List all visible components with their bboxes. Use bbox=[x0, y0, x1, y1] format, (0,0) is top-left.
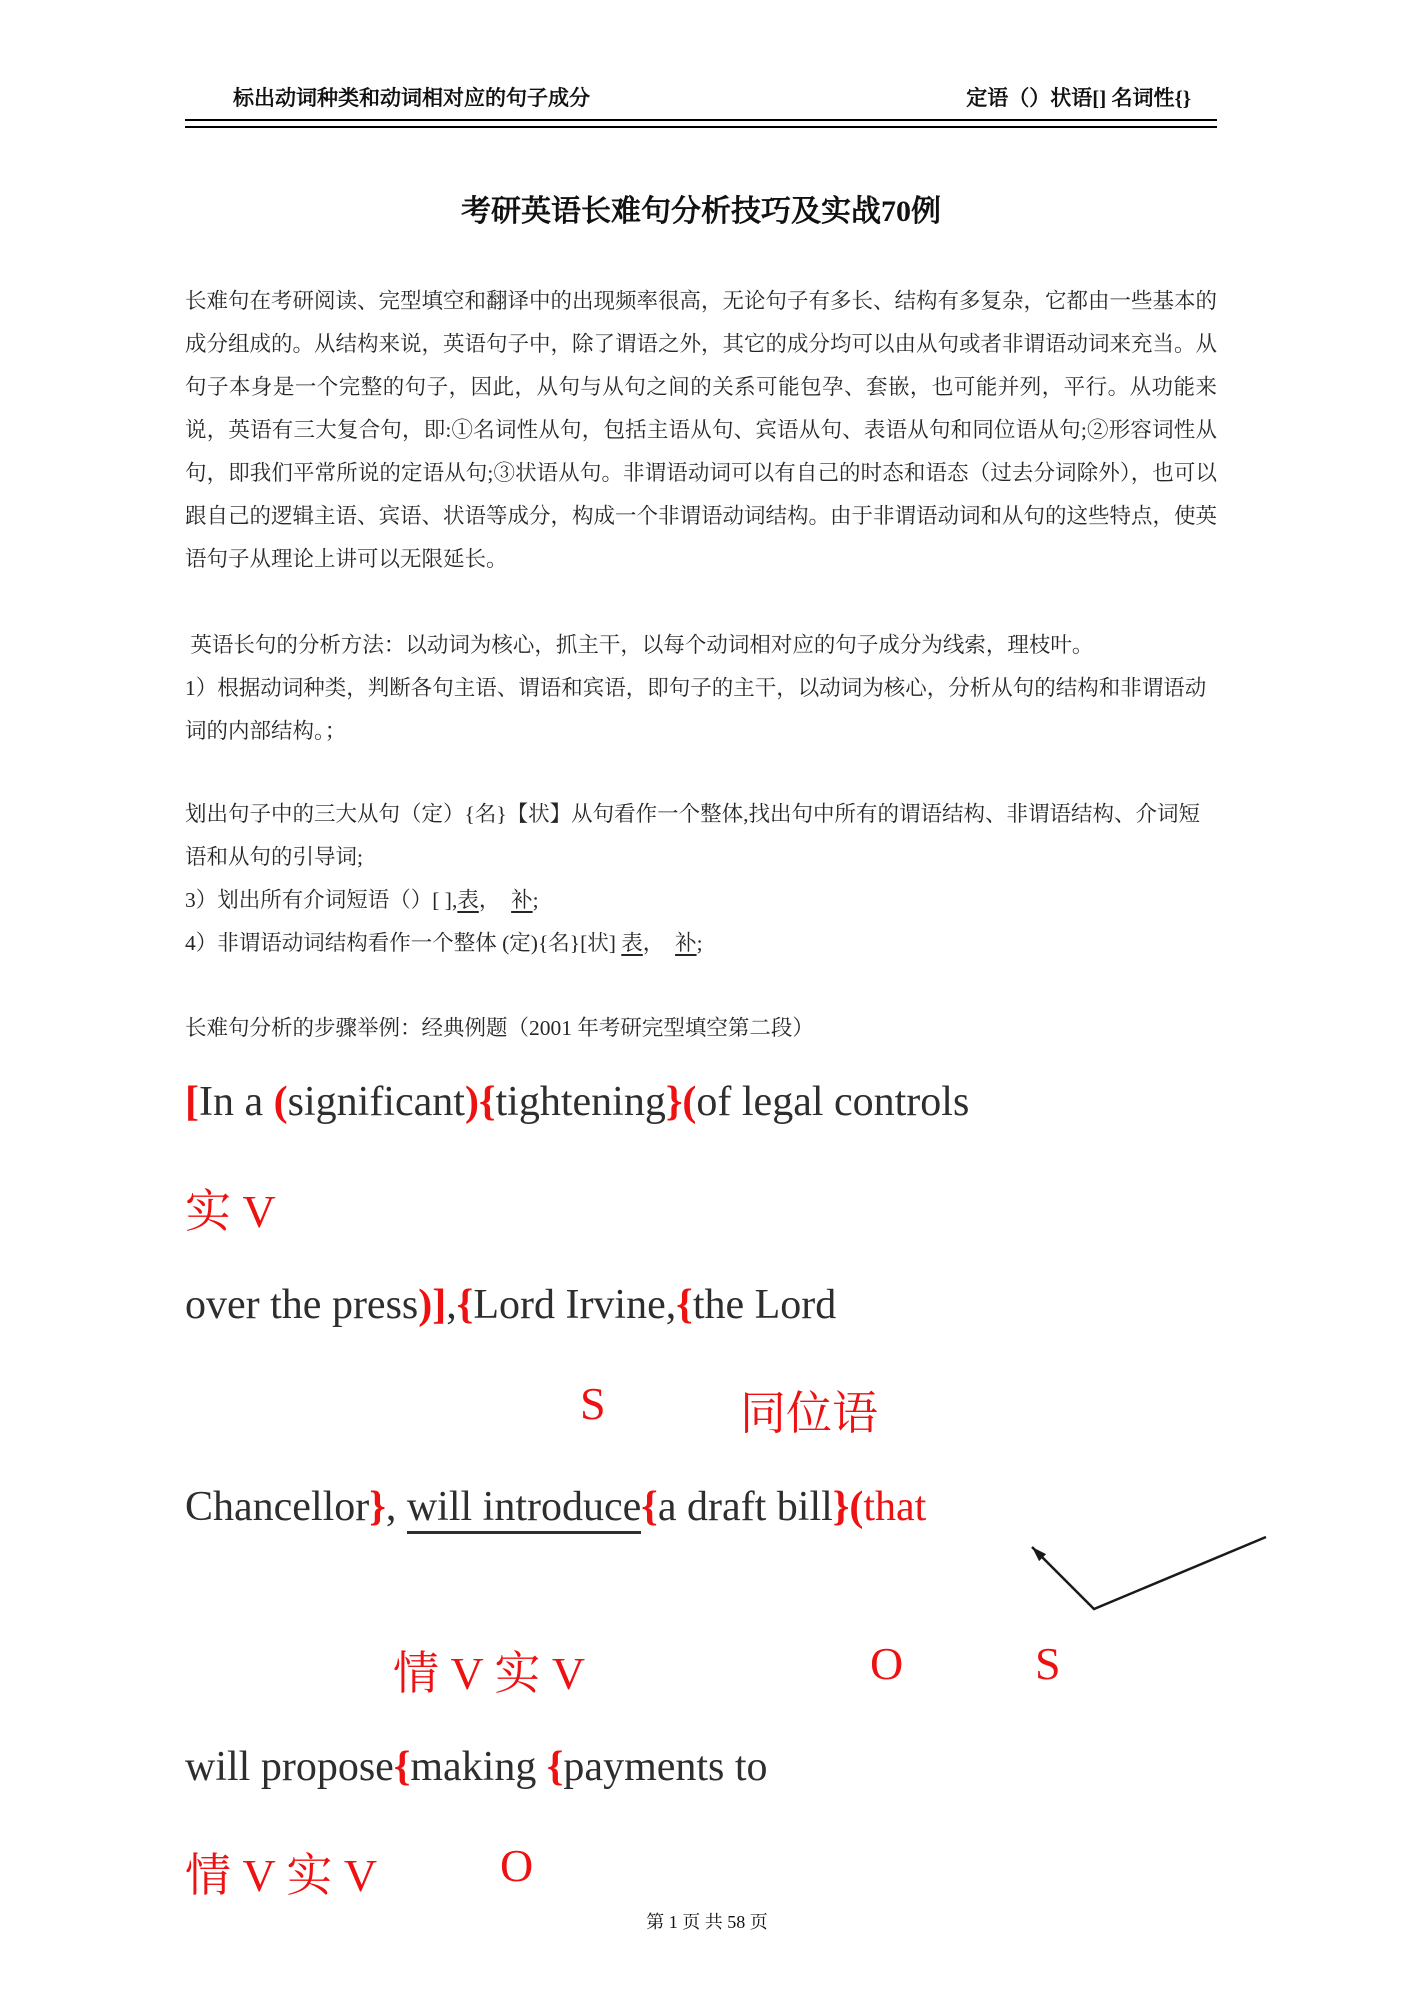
grammar-annotation: 实 V bbox=[185, 1185, 276, 1237]
text-segment: will propose bbox=[185, 1743, 394, 1790]
text-segment: payments to bbox=[563, 1743, 768, 1790]
grammar-annotation: 情 V 实 V bbox=[393, 1647, 586, 1699]
bracket-marker: } bbox=[832, 1484, 850, 1531]
pointer-arrow bbox=[1020, 1531, 1270, 1616]
sentence-line-4 bbox=[185, 1739, 1217, 1796]
annotation-qingv-shiv-o bbox=[185, 1839, 1217, 1901]
grammar-annotation: 同位语 bbox=[740, 1388, 878, 1440]
text-segment: of legal controls bbox=[696, 1079, 970, 1125]
sentence-line-2 bbox=[185, 1277, 1217, 1334]
bracket-marker: { bbox=[478, 1079, 496, 1125]
bracket-marker: that bbox=[863, 1484, 927, 1531]
bracket-marker: { bbox=[393, 1743, 411, 1790]
text-segment: , bbox=[385, 1484, 407, 1531]
text-segment: 3）划出所有介词短语（）[ ], bbox=[185, 888, 458, 912]
header-rule bbox=[185, 119, 1217, 128]
text-segment: tightening bbox=[495, 1079, 666, 1125]
grammar-annotation: O bbox=[870, 1637, 904, 1689]
text-segment: , bbox=[446, 1281, 457, 1328]
bracket-marker: { bbox=[456, 1281, 474, 1328]
grammar-annotation: O bbox=[500, 1840, 534, 1892]
text-segment: the Lord bbox=[692, 1281, 837, 1328]
bracket-marker: { bbox=[641, 1484, 658, 1531]
analysis-method-paragraph: 英语长句的分析方法：以动词为核心，抓主干，以每个动词相对应的句子成分为线索，理枝叶。 bbox=[185, 633, 1094, 657]
text-segment: over the press bbox=[185, 1281, 419, 1328]
text-segment: ， bbox=[642, 931, 676, 955]
bracket-marker: { bbox=[676, 1281, 693, 1328]
step-4-item bbox=[185, 922, 1217, 965]
text-segment: ， bbox=[478, 888, 512, 912]
text-segment: Lord Irvine, bbox=[473, 1281, 677, 1328]
page-header bbox=[185, 82, 1217, 112]
page-title: 考研英语长难句分析技巧及实战70例 bbox=[461, 195, 941, 228]
text-segment: 表 bbox=[457, 888, 479, 912]
text-segment: Chancellor bbox=[185, 1484, 370, 1531]
text-segment: 补 bbox=[675, 931, 697, 955]
bracket-marker: } bbox=[369, 1484, 386, 1531]
grammar-annotation: S bbox=[1035, 1637, 1061, 1689]
text-segment: will introduce bbox=[407, 1484, 641, 1534]
intro-paragraph: 长难句在考研阅读、完型填空和翻译中的出现频率很高，无论句子有多长、结构有多复杂，它都由一些基本的成分组成的。从结构来说，英语句子中，除了谓语之外，其它的成分均可以由从句或者非谓语动词来充当。从句子本身是一个完整的句子，因此，从句与从句之间的关系可能包孕、套嵌，也可能并列，平行。从功能来说，英语有三大复合句，即:①名词性从句，包括主语从句、宾语从句、表语从句和同位语从句;②形容词性从句，即我们平常所说的定语从句;③状语从句。非谓语动词可以有自己的时态和语态（过去分词除外），也可以跟自己的逻辑主语、宾语、状语等成分，构成一个非谓语动词结构。由于非谓语动词和从句的这些特点，使英语句子从理论上讲可以无限延长。 bbox=[185, 289, 1218, 571]
annotation-qingv-shiv-o-s bbox=[185, 1637, 1217, 1699]
bracket-marker: ) bbox=[464, 1079, 479, 1125]
text-segment: significant bbox=[287, 1079, 465, 1125]
step-3-item bbox=[185, 879, 1217, 922]
example-intro: 长难句分析的步骤举例：经典例题（2001 年考研完型填空第二段） bbox=[185, 1016, 814, 1040]
text-segment: 补 bbox=[511, 888, 533, 912]
bracket-marker: [ bbox=[185, 1079, 199, 1125]
annotation-shi-v bbox=[185, 1175, 1217, 1237]
bracket-marker: ( bbox=[849, 1484, 864, 1531]
text-segment: making bbox=[410, 1743, 547, 1790]
sentence-line-1 bbox=[185, 1074, 1217, 1131]
annotation-s-tongweiyu bbox=[185, 1377, 1217, 1439]
bracket-marker: ( bbox=[682, 1079, 697, 1125]
text-segment: 4）非谓语动词结构看作一个整体 (定){名}[状] bbox=[185, 931, 622, 955]
page-content bbox=[185, 0, 1217, 1941]
bracket-marker: )] bbox=[418, 1281, 447, 1328]
bracket-marker: ( bbox=[273, 1079, 288, 1125]
bracket-marker: { bbox=[546, 1743, 564, 1790]
example-block bbox=[185, 1074, 1217, 1901]
text-segment: In a bbox=[199, 1079, 274, 1125]
sentence-line-3 bbox=[185, 1479, 1217, 1592]
text-segment: ; bbox=[532, 888, 539, 912]
header-right-label: 定语（）状语[] 名词性{} bbox=[966, 86, 1191, 110]
header-left-label: 标出动词种类和动词相对应的句子成分 bbox=[233, 86, 590, 110]
text-segment: a draft bill bbox=[657, 1484, 833, 1531]
text-segment: ; bbox=[696, 931, 703, 955]
text-segment: 表 bbox=[621, 931, 643, 955]
bracket-marker: } bbox=[665, 1079, 683, 1125]
step-2-item: 划出句子中的三大从句（定）{名}【状】从句看作一个整体,找出句中所有的谓语结构、非谓语结构、介词短语和从句的引导词; bbox=[185, 802, 1201, 869]
step-1-item: 1）根据动词种类，判断各句主语、谓语和宾语，即句子的主干，以动词为核心，分析从句的结构和非谓语动词的内部结构。； bbox=[185, 676, 1207, 743]
grammar-annotation: S bbox=[580, 1378, 606, 1430]
grammar-annotation: 情 V 实 V bbox=[185, 1850, 378, 1902]
page-number: 第 1 页 共 58 页 bbox=[646, 1912, 768, 1932]
